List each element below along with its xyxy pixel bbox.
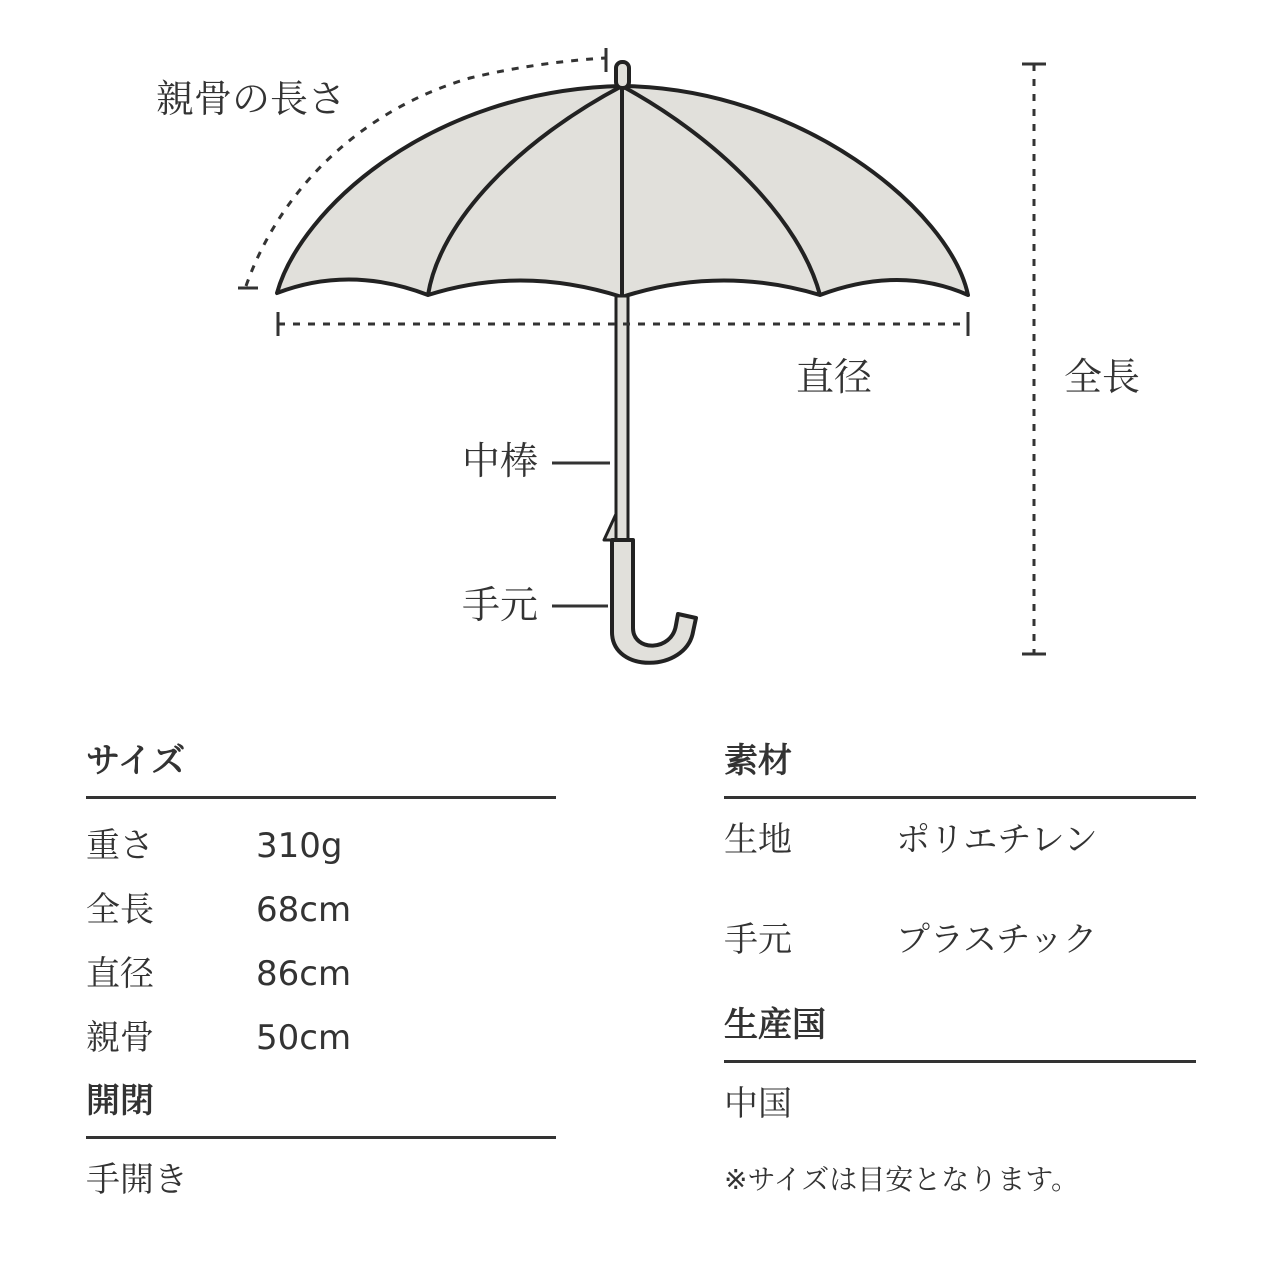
- spec-key: 全長: [86, 890, 154, 930]
- size-note: ※サイズは目安となります。: [724, 1163, 1079, 1196]
- size-section-title: サイズ: [86, 744, 556, 799]
- size-row-diameter: [86, 954, 556, 994]
- spec-value: 86cm: [256, 954, 352, 994]
- size-row-rib: [86, 1018, 556, 1058]
- spec-value: 50cm: [256, 1018, 352, 1058]
- material-row-fabric: [724, 820, 1196, 860]
- umbrella-tip: [616, 62, 629, 88]
- diameter-label: 直径: [796, 355, 873, 399]
- material-row-handle: [724, 920, 1196, 960]
- size-row-total-length: [86, 890, 556, 930]
- material-section-title: 素材: [724, 744, 1196, 799]
- size-section: [86, 741, 556, 1058]
- total-length-label: 全長: [1064, 355, 1141, 399]
- handle-label: 手元: [462, 583, 539, 627]
- spec-key: 親骨: [86, 1018, 154, 1058]
- spec-value: ポリエチレン: [896, 820, 1098, 860]
- umbrella-runner: [604, 514, 616, 540]
- open-close-section: [86, 1081, 556, 1200]
- open-close-value: 手開き: [86, 1160, 188, 1200]
- spec-value: 310g: [256, 826, 343, 866]
- umbrella-shaft: [616, 296, 628, 540]
- origin-value: 中国: [724, 1084, 792, 1124]
- material-section: [724, 741, 1196, 960]
- origin-section: [724, 1005, 1196, 1124]
- spec-key: 重さ: [86, 826, 154, 866]
- spec-key: 生地: [724, 820, 792, 860]
- umbrella-handle: [612, 540, 696, 663]
- open-close-section-title: 開閉: [86, 1084, 556, 1139]
- rib-length-label: 親骨の長さ: [156, 77, 347, 121]
- spec-key: 直径: [86, 954, 154, 994]
- spec-value: プラスチック: [896, 920, 1098, 960]
- origin-section-title: 生産国: [724, 1008, 1196, 1063]
- spec-value: 68cm: [256, 890, 352, 930]
- size-row-weight: [86, 826, 556, 866]
- spec-key: 手元: [724, 920, 792, 960]
- shaft-label: 中棒: [462, 439, 539, 483]
